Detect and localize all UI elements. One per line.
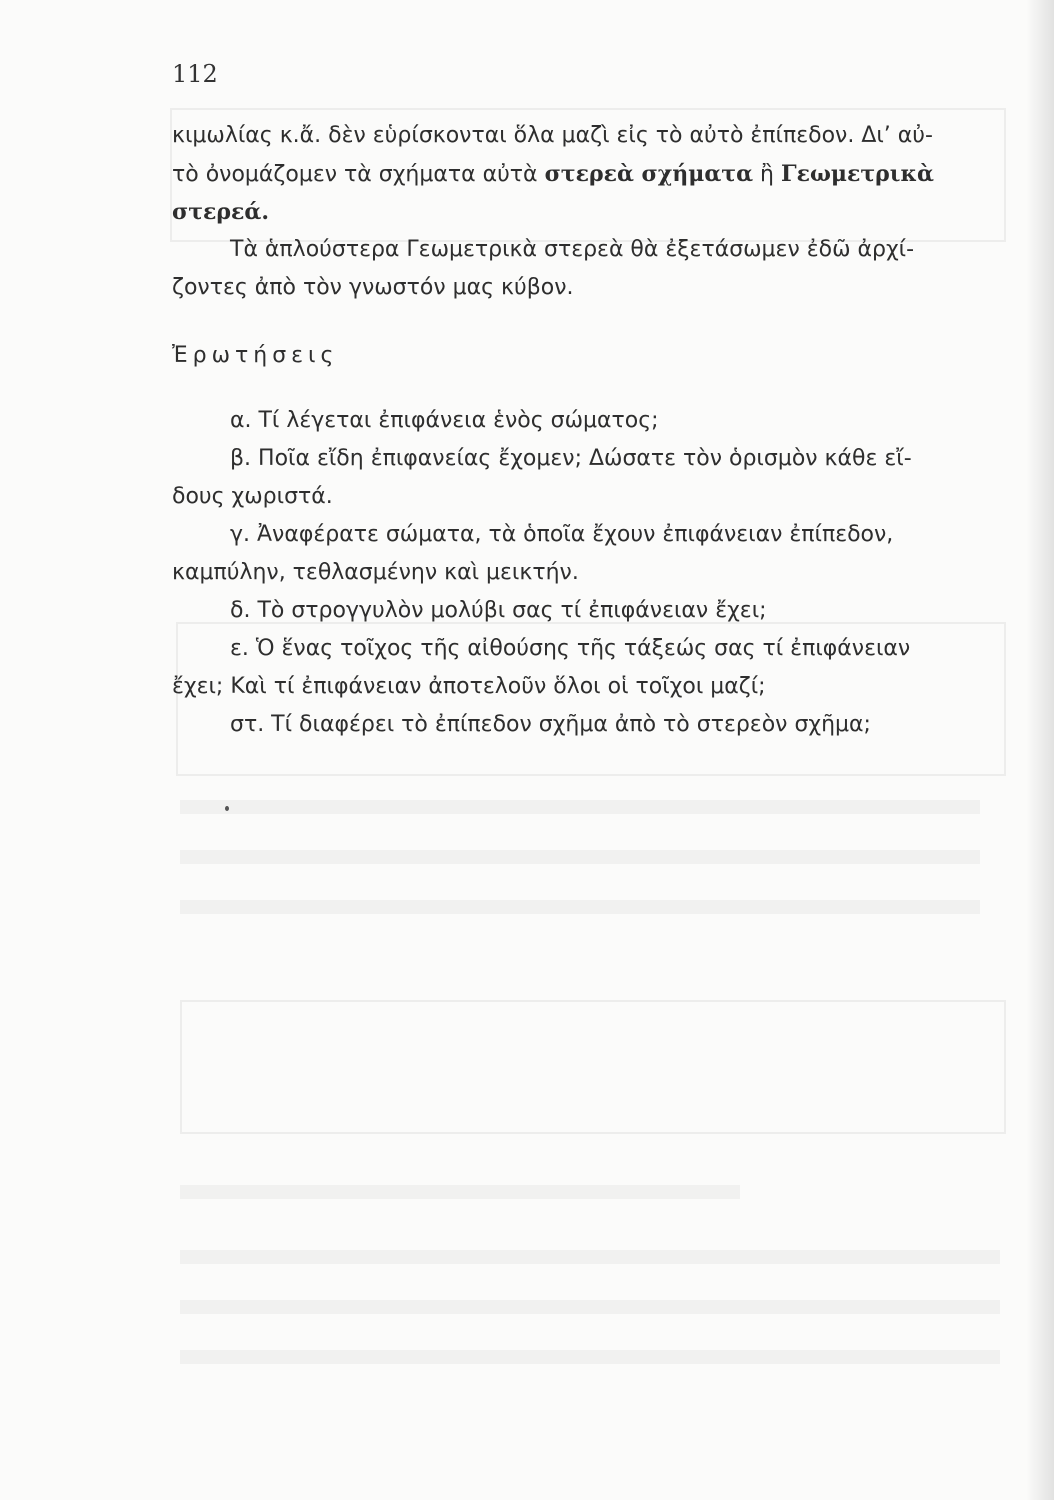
question-f: στ. Τί διαφέρει τὸ ἐπίπεδον σχῆμα ἀπὸ τὸ στερεὸν σχῆμα; bbox=[230, 712, 871, 737]
bold-term: στερεά. bbox=[172, 199, 269, 225]
question-e-cont: ἔχει; Καὶ τί ἐπιφάνειαν ἀποτελοῦν ὅλοι οἱ τοῖχοι μαζί; bbox=[172, 674, 766, 699]
question-c-cont: καμπύλην, τεθλασμένην καὶ μεικτήν. bbox=[172, 560, 579, 585]
body-line-5 bbox=[172, 272, 992, 304]
bold-term: Γεωμετρικὰ bbox=[780, 161, 934, 187]
question-a: α. Τί λέγεται ἐπιφάνεια ἑνὸς σώματος; bbox=[230, 408, 659, 433]
body-text: ζοντες ἀπὸ τὸν γνωστόν μας κύβον. bbox=[172, 275, 574, 300]
bleed-through-text bbox=[180, 1300, 1000, 1314]
bleed-through-text bbox=[180, 850, 980, 864]
body-line-3 bbox=[172, 196, 992, 229]
question-c: γ. Ἀναφέρατε σώματα, τὰ ὁποῖα ἔχουν ἐπιφάνειαν ἐπίπεδον, bbox=[230, 522, 894, 547]
bleed-through-text bbox=[180, 1250, 1000, 1264]
question-b-cont: δους χωριστά. bbox=[172, 484, 333, 509]
bleed-through-text bbox=[180, 900, 980, 914]
questions-heading: Ἐρωτήσεις bbox=[172, 343, 339, 368]
bleed-through-text bbox=[180, 1185, 740, 1199]
body-text: ἢ bbox=[753, 162, 781, 187]
bold-term: στερεὰ σχήματα bbox=[544, 161, 754, 187]
bleed-through-box-lower bbox=[180, 1000, 1006, 1134]
question-e: ε. Ὁ ἕνας τοῖχος τῆς αἰθούσης τῆς τάξεώς σας τί ἐπιφάνειαν bbox=[230, 636, 911, 661]
body-text: Τὰ ἁπλούστερα Γεωμετρικὰ στερεὰ θὰ ἐξετάσωμεν ἐδῶ ἀρχί- bbox=[230, 237, 915, 262]
ink-speck bbox=[225, 806, 229, 811]
body-line-1 bbox=[172, 120, 992, 152]
bleed-through-text bbox=[180, 800, 980, 814]
body-line-2 bbox=[172, 158, 992, 191]
question-d: δ. Τὸ στρογγυλὸν μολύβι σας τί ἐπιφάνειαν ἔχει; bbox=[230, 598, 767, 623]
body-text: τὸ ὀνομάζομεν τὰ σχήματα αὐτὰ bbox=[172, 162, 545, 187]
bleed-through-text bbox=[180, 1350, 1000, 1364]
page-number: 112 bbox=[172, 60, 218, 88]
body-line-4 bbox=[230, 234, 1050, 266]
question-b: β. Ποῖα εἴδη ἐπιφανείας ἔχομεν; Δώσατε τὸν ὁρισμὸν κάθε εἴ- bbox=[230, 446, 912, 471]
body-text: κιμωλίας κ.ἄ. δὲν εὑρίσκονται ὅλα μαζὶ εἰς τὸ αὐτὸ ἐπίπεδον. Δι’ αὐ- bbox=[172, 123, 933, 148]
page-edge-shadow bbox=[1026, 0, 1054, 1500]
